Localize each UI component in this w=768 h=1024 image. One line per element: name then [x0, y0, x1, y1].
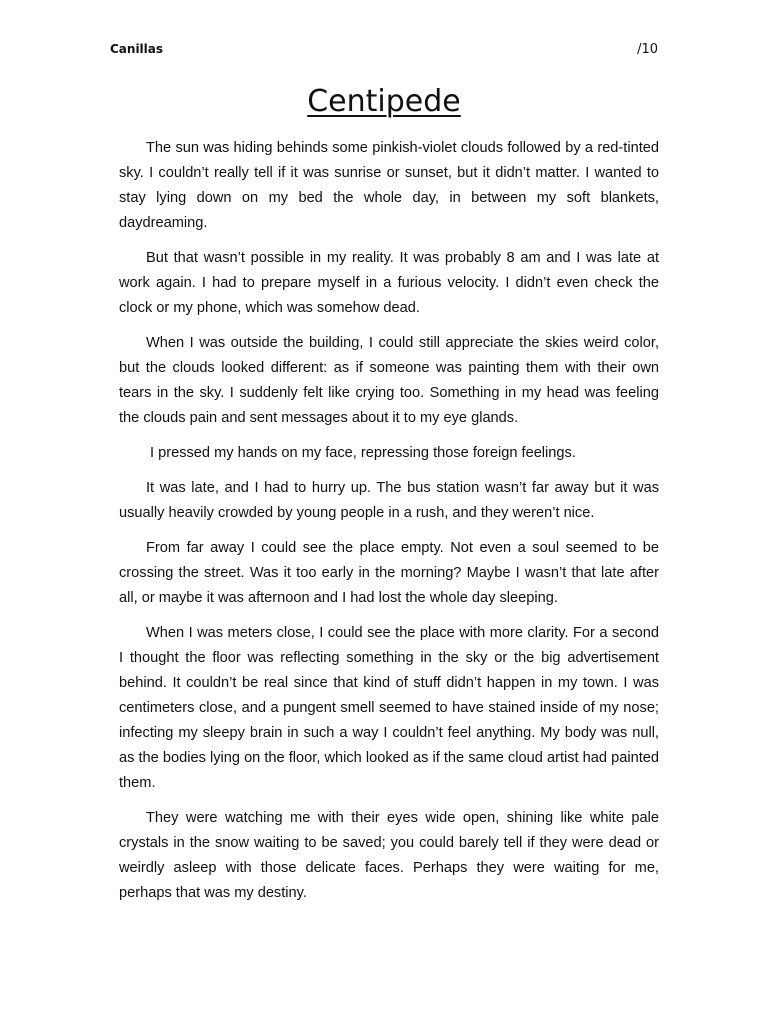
story-title: Centipede — [307, 84, 461, 119]
paragraph: I pressed my hands on my face, repressing those foreign feelings. — [150, 445, 576, 461]
header-author: Canillas — [110, 42, 164, 56]
paragraph: But that wasn’t possible in my reality. It was probably 8 am and I was late at work again. I had to prepare myself in a furious velocity. I didn’t even check the clock or my phone, which was somehow dead. — [119, 250, 659, 316]
paragraph: When I was outside the building, I could still appreciate the skies weird color, but the clouds looked different: as if someone was painting them with their own tears in the sky. I suddenly felt like crying too. Something in my head was feeling the clouds pain and sent messages about it to my eye glands. — [119, 335, 659, 426]
story-body — [119, 136, 659, 916]
page-header — [110, 42, 658, 62]
paragraph: The sun was hiding behinds some pinkish-violet clouds followed by a red-tinted sky. I couldn’t really tell if it was sunrise or sunset, but it didn’t matter. I wanted to stay lying down on my bed the whole day, in between my soft blankets, daydreaming. — [119, 140, 659, 231]
paragraph: It was late, and I had to hurry up. The bus station wasn’t far away but it was usually heavily crowded by young people in a rush, and they weren’t nice. — [119, 480, 659, 521]
paragraph: When I was meters close, I could see the place with more clarity. For a second I thought the floor was reflecting something in the sky or the big advertisement behind. It couldn’t be real since that kind of stuff didn’t happen in my town. I was centimeters close, and a pungent smell seemed to have stained inside of my nose; infecting my sleepy brain in such a way I couldn’t feel anything. My body was null, as the bodies lying on the floor, which looked as if the same cloud artist had painted them. — [119, 625, 659, 791]
paragraph: From far away I could see the place empty. Not even a soul seemed to be crossing the street. Was it too early in the morning? Maybe I wasn’t that late after all, or maybe it was afternoon and I had lost the whole day sleeping. — [119, 540, 659, 606]
header-page-number: /10 — [637, 42, 658, 57]
paragraph: They were watching me with their eyes wide open, shining like white pale crystals in the snow waiting to be saved; you could barely tell if they were dead or weirdly asleep with those delicate faces. Perhaps they were waiting for me, perhaps that was my destiny. — [119, 810, 659, 901]
